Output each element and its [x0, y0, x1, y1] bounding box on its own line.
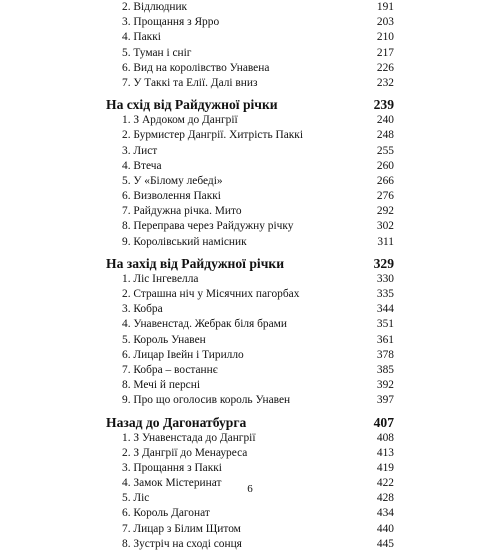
toc-entry-title: 5. Король Унавен — [122, 333, 206, 346]
section-heading — [106, 255, 394, 272]
toc-entry-page: 255 — [376, 144, 394, 157]
toc-entry — [106, 317, 394, 332]
toc-entry-title: 8. Переправа через Райдужну річку — [122, 220, 294, 233]
toc-entry-page: 203 — [376, 16, 394, 29]
toc-entry — [106, 46, 394, 61]
toc-entry — [106, 113, 394, 128]
section-heading — [106, 96, 394, 113]
toc-entry — [106, 522, 394, 537]
toc-entry-page: 248 — [376, 129, 394, 142]
toc-entry-title: 2. Відлюдник — [122, 1, 188, 13]
toc-entry-page: 335 — [376, 288, 394, 300]
toc-entry-title: 3. Прощання з Ярро — [122, 16, 220, 29]
toc-entry — [106, 446, 394, 461]
toc-entry-title: 6. Лицар Івейн і Тирилло — [122, 348, 244, 361]
toc-entry-title: 7. Кобра – востаннє — [122, 363, 218, 376]
toc-entry-page: 302 — [376, 220, 394, 233]
toc-entry-page: 276 — [376, 190, 394, 203]
toc-entry — [106, 506, 394, 521]
toc-entry — [106, 287, 394, 302]
toc-entry — [106, 235, 394, 250]
toc-entry-page: 445 — [376, 537, 394, 550]
toc-entry-title: 3. Кобра — [122, 303, 163, 316]
toc-entry-title: 7. У Таккі та Елії. Далі вниз — [122, 76, 258, 89]
toc-entry-page: 292 — [376, 205, 394, 218]
toc-entry-page: 351 — [376, 318, 394, 331]
toc-entry-page: 330 — [376, 272, 394, 285]
toc-entry-page: 428 — [376, 492, 394, 505]
toc-entry-title: 1. Ліс Інгевелла — [122, 272, 199, 285]
toc-entry — [106, 204, 394, 219]
toc-entry — [106, 174, 394, 189]
toc-entry — [106, 461, 394, 476]
section-title: На захід від Райдужної річки — [106, 255, 285, 271]
toc-entry-page: 260 — [376, 159, 394, 172]
toc-entry-title: 5. У «Білому лебеді» — [122, 174, 223, 187]
toc-entry-page: 344 — [376, 303, 394, 316]
toc-entry-title: 1. З Унавенстада до Дангрії — [122, 431, 256, 444]
toc-entry-title: 4. Втеча — [122, 159, 162, 172]
toc-entry-page: 240 — [376, 114, 394, 127]
toc-entry-title: 9. Про що оголосив король Унавен — [122, 394, 291, 407]
toc-entry-title: 8. Зустріч на сході сонця — [122, 537, 242, 550]
toc-entry-title: 5. Туман і сніг — [122, 46, 192, 59]
toc-entry-page: 413 — [376, 446, 394, 459]
toc-entry — [106, 15, 394, 30]
toc-entry-title: 7. Лицар з Білим Щитом — [122, 522, 241, 535]
toc-entry-page: 434 — [376, 507, 394, 520]
toc-entry — [106, 76, 394, 91]
toc-entry-title: 8. Мечі й персні — [122, 379, 200, 392]
toc-entry — [106, 333, 394, 348]
toc-entry — [106, 363, 394, 378]
toc-entry-page: 422 — [376, 477, 394, 490]
toc-entry-title: 3. Прощання з Паккі — [122, 461, 222, 474]
toc-entry-title: 3. Лист — [122, 144, 158, 157]
toc-entry-page: 408 — [376, 431, 394, 444]
toc-entry-page: 392 — [376, 379, 394, 392]
toc-entry — [106, 128, 394, 143]
toc-entry-page: 232 — [376, 76, 394, 89]
toc-entry-page: 440 — [376, 522, 394, 535]
section-heading — [106, 414, 394, 431]
toc-entry-page: 266 — [376, 174, 394, 187]
toc-entry-page: 385 — [376, 363, 394, 376]
toc-entry-title: 9. Королівський намісник — [122, 235, 247, 248]
toc-entry — [106, 348, 394, 363]
toc-entry-page: 191 — [376, 1, 394, 13]
toc-entry-page: 226 — [376, 61, 394, 74]
toc-entry-page: 419 — [376, 461, 394, 474]
toc-entry — [106, 272, 394, 287]
toc-entry — [106, 378, 394, 393]
toc-entry-title: 7. Райдужна річка. Мито — [122, 205, 242, 218]
toc-entry — [106, 189, 394, 204]
section-page-number: 407 — [373, 414, 394, 430]
table-of-contents — [106, 0, 394, 552]
section-title: Назад до Дагонатбурга — [106, 414, 247, 430]
toc-entry-title: 6. Вид на королівство Унавена — [122, 61, 270, 74]
toc-entry-title: 5. Ліс — [122, 492, 150, 505]
toc-entry-title: 1. З Ардоком до Дангрії — [122, 114, 238, 127]
toc-entry — [106, 0, 394, 15]
toc-entry-page: 217 — [376, 46, 394, 59]
toc-entry-title: 4. Паккі — [122, 31, 161, 44]
toc-entry-page: 311 — [377, 235, 394, 248]
toc-entry — [106, 159, 394, 174]
section-page-number: 239 — [373, 97, 394, 113]
toc-entry-title: 4. Унавенстад. Жебрак біля брами — [122, 318, 287, 331]
section-title: На схід від Райдужної річки — [106, 97, 278, 113]
toc-entry-page: 210 — [376, 31, 394, 44]
toc-entry — [106, 393, 394, 408]
toc-entry — [106, 30, 394, 45]
toc-entry-title: 4. Замок Містеринат — [122, 477, 222, 490]
toc-entry-page: 361 — [376, 333, 394, 346]
toc-entry — [106, 431, 394, 446]
toc-entry-page: 397 — [376, 394, 394, 407]
toc-entry — [106, 537, 394, 552]
toc-entry — [106, 144, 394, 159]
toc-entry-title: 2. Страшна ніч у Місячних пагорбах — [122, 288, 300, 300]
toc-entry-page: 378 — [376, 348, 394, 361]
section-page-number: 329 — [373, 255, 394, 271]
toc-entry-title: 6. Король Дагонат — [122, 507, 210, 520]
toc-entry — [106, 61, 394, 76]
toc-entry — [106, 219, 394, 234]
toc-entry-title: 6. Визволення Паккі — [122, 190, 221, 203]
toc-entry — [106, 302, 394, 317]
toc-entry-title: 2. Бурмистер Дангрії. Хитрість Паккі — [122, 129, 304, 142]
toc-entry-title: 2. З Дангрії до Менауреса — [122, 446, 248, 459]
page-number: 6 — [247, 483, 253, 495]
